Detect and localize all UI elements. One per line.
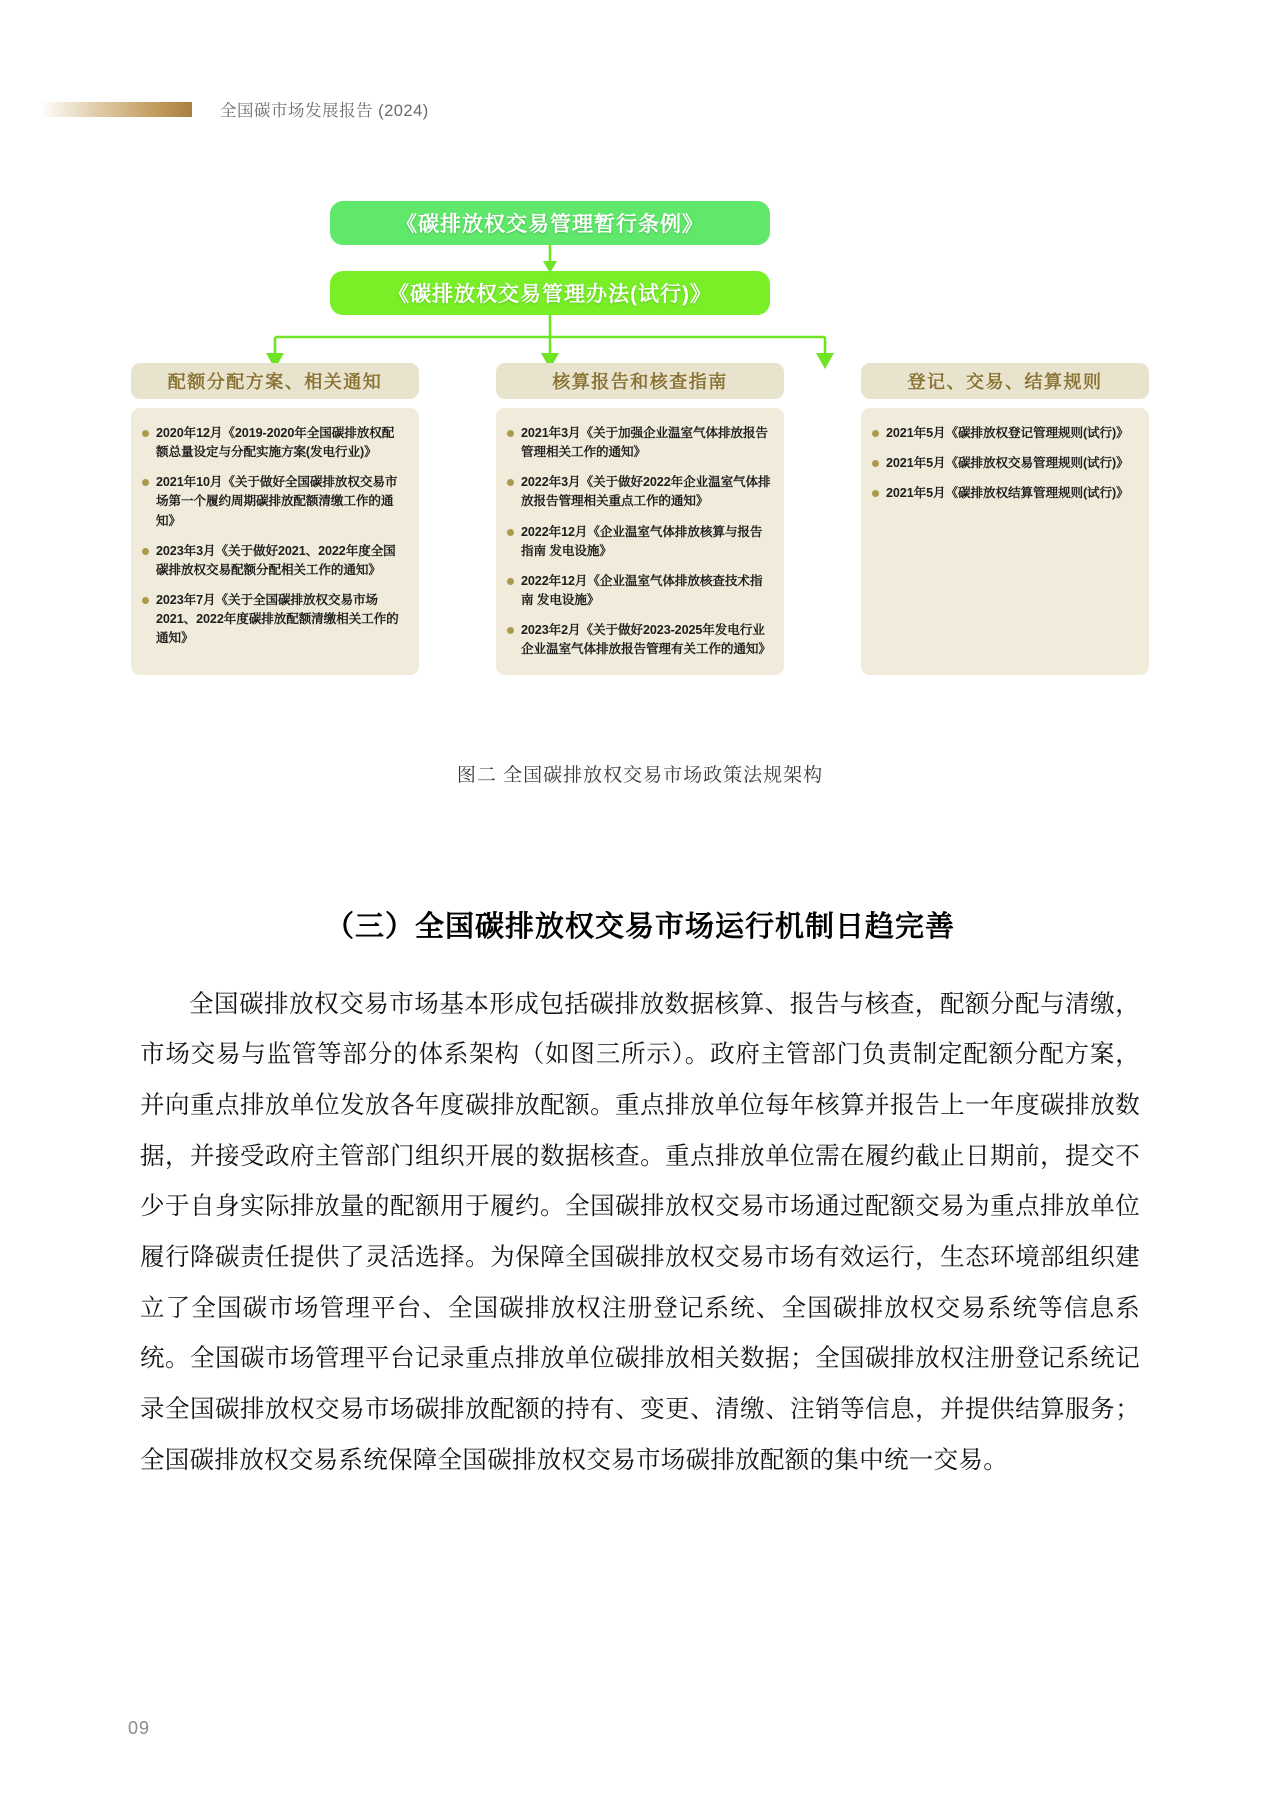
list-item-text: 2021年5月《碳排放权交易管理规则(试行)》 <box>886 456 1129 471</box>
list-item-text: 2023年7月《关于全国碳排放权交易市场2021、2022年度碳排放配额清缴相关工作的通知》 <box>156 592 399 646</box>
list-item <box>872 424 1136 443</box>
list-item-text: 2021年5月《碳排放权结算管理规则(试行)》 <box>886 486 1129 501</box>
bullet-icon <box>507 479 514 486</box>
list-item <box>872 484 1136 503</box>
list-item <box>142 424 406 462</box>
bullet-icon <box>507 627 514 634</box>
list-item-text: 2021年3月《关于加强企业温室气体排放报告管理相关工作的通知》 <box>521 426 768 460</box>
section-heading: （三）全国碳排放权交易市场运行机制日趋完善 <box>324 911 955 944</box>
body-paragraph: 全国碳排放权交易市场基本形成包括碳排放数据核算、报告与核查，配额分配与清缴，市场交易与监管等部分的体系架构（如图三所示）。政府主管部门负责制定配额分配方案，并向重点排放单位发放各年度碳排放配额。重点排放单位每年核算并报告上一年度碳排放数据，并接受政府主管部门组织开展的数据核查。重点排放单位需在履约截止日期前，提交不少于自身实际排放量的配额用于履约。全国碳排放权交易市场通过配额交易为重点排放单位履行降碳责任提供了灵活选择。为保障全国碳排放权交易市场有效运行，生态环境部组织建立了全国碳市场管理平台、全国碳排放权注册登记系统、全国碳排放权交易系统等信息系统。全国碳市场管理平台记录重点排放单位碳排放相关数据；全国碳排放权注册登记系统记录全国碳排放权交易市场碳排放配额的持有、变更、清缴、注销等信息，并提供结算服务；全国碳排放权交易系统保障全国碳排放权交易市场碳排放配额的集中统一交易。 <box>140 990 1140 1474</box>
list-item-text: 2022年12月《企业温室气体排放核查技术指南 发电设施》 <box>521 573 763 607</box>
figure-caption: 图二 全国碳排放权交易市场政策法规架构 <box>456 765 824 786</box>
page-number: 09 <box>128 1718 151 1738</box>
list-item <box>142 473 406 530</box>
policy-column-accounting <box>496 363 784 675</box>
column-header-allocation: 配额分配方案、相关通知 <box>131 363 419 399</box>
bullet-icon <box>872 460 879 467</box>
bullet-icon <box>507 529 514 536</box>
flow-box-regulation: 《碳排放权交易管理暂行条例》 <box>330 201 770 245</box>
list-item <box>507 424 771 462</box>
list-item-text: 2021年10月《关于做好全国碳排放权交易市场第一个履约周期碳排放配额清缴工作的通知》 <box>156 475 398 528</box>
list-item <box>507 572 771 610</box>
bullet-icon <box>872 430 879 437</box>
list-item <box>507 523 771 561</box>
list-item-text: 2020年12月《2019-2020年全国碳排放权配额总量设定与分配实施方案(发电行业)》 <box>156 426 395 460</box>
list-item <box>142 591 406 648</box>
column-header-registry: 登记、交易、结算规则 <box>861 363 1149 399</box>
policy-column-allocation <box>131 363 419 675</box>
column-body-accounting <box>496 408 784 675</box>
flow-box-measures: 《碳排放权交易管理办法(试行)》 <box>330 271 770 315</box>
bullet-icon <box>142 479 149 486</box>
column-body-allocation <box>131 408 419 675</box>
bullet-icon <box>142 597 149 604</box>
list-item <box>872 454 1136 473</box>
column-header-accounting: 核算报告和核查指南 <box>496 363 784 399</box>
bullet-icon <box>142 430 149 437</box>
list-item <box>142 542 406 580</box>
list-item-text: 2022年3月《关于做好2022年企业温室气体排放报告管理相关重点工作的通知》 <box>521 475 771 509</box>
header-accent-bar <box>40 102 192 117</box>
policy-columns <box>131 363 1149 675</box>
list-item <box>507 621 771 659</box>
policy-column-registry <box>861 363 1149 675</box>
list-item <box>507 473 771 511</box>
page-header <box>0 92 1280 126</box>
bullet-icon <box>507 430 514 437</box>
list-item-text: 2022年12月《企业温室气体排放核算与报告指南 发电设施》 <box>521 524 763 558</box>
bullet-icon <box>872 490 879 497</box>
report-title: 全国碳市场发展报告 (2024) <box>220 102 429 120</box>
bullet-icon <box>142 548 149 555</box>
list-item-text: 2023年2月《关于做好2023-2025年发电行业企业温室气体排放报告管理有关工作的通知》 <box>521 623 771 657</box>
list-item-text: 2023年3月《关于做好2021、2022年度全国碳排放权交易配额分配相关工作的通知》 <box>156 543 396 577</box>
column-body-registry <box>861 408 1149 675</box>
policy-framework-figure <box>0 185 1280 705</box>
list-item-text: 2021年5月《碳排放权登记管理规则(试行)》 <box>886 426 1129 440</box>
bullet-icon <box>507 578 514 585</box>
